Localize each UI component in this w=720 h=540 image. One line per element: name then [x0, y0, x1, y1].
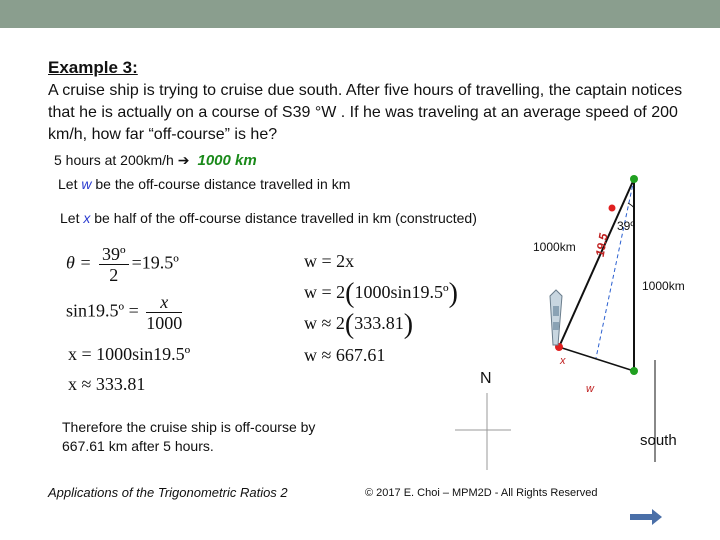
- definition-x-prefix: Let: [60, 210, 84, 226]
- w-equation-1: w = 2x: [304, 251, 355, 271]
- south-point: [630, 367, 638, 375]
- sine-lhs: sin19.5º =: [66, 300, 139, 321]
- distance-result: 1000 km: [197, 152, 257, 169]
- w-equation-2-prefix: w = 2: [304, 282, 346, 303]
- right-side-label: 1000km: [642, 279, 685, 293]
- variable-w: w: [81, 176, 92, 192]
- w-label: w: [586, 383, 594, 395]
- north-label: N: [480, 370, 492, 387]
- bisector-line: [596, 179, 634, 358]
- theta-numerator: 39º: [99, 244, 129, 265]
- next-arrow-icon[interactable]: [630, 509, 662, 525]
- w-equation-4: w ≈ 667.61: [304, 345, 386, 365]
- x-equation-1: x = 1000sin19.5º: [68, 344, 191, 364]
- x-equation-2: x ≈ 333.81: [68, 374, 146, 394]
- w-equation-3-prefix: w ≈ 2: [304, 313, 345, 334]
- sine-denominator: 1000: [146, 313, 183, 333]
- bisector-point: [609, 205, 616, 212]
- south-label: south: [640, 432, 677, 449]
- conclusion: [62, 418, 315, 456]
- w-equation-3: w ≈ 2(333.81): [304, 309, 414, 340]
- ship-course-side: [559, 179, 634, 347]
- distance-text: 5 hours at 200km/h: [54, 152, 178, 168]
- w-equation-2-inner: 1000sin19.5º: [354, 282, 449, 303]
- theta-lhs: θ =: [66, 252, 92, 273]
- problem-statement: A cruise ship is trying to cruise due south. After five hours of travelling, the captain notices that he is actually on a course of S39 °W . If he was traveling at an average speed of 200 km/h, how far “off-course” is he?: [48, 82, 683, 143]
- conclusion-line-1: Therefore the cruise ship is off-course by: [62, 419, 316, 435]
- half-angle-label: 19.5: [592, 232, 611, 258]
- left-side-label: 1000km: [533, 240, 576, 254]
- slide-title: Example 3:: [48, 58, 138, 77]
- angle-label: 39º: [617, 219, 635, 233]
- start-point: [630, 175, 638, 183]
- sine-numerator: x: [146, 292, 182, 313]
- theta-denominator: 2: [109, 265, 119, 285]
- off-course-side: [559, 347, 634, 371]
- theta-rhs: =19.5º: [131, 252, 179, 273]
- definition-w-suffix: be the off-course distance travelled in km: [91, 176, 351, 192]
- conclusion-line-2: 667.61 km after 5 hours.: [62, 438, 214, 454]
- footer-course-title: Applications of the Trigonometric Ratios 2: [48, 485, 288, 500]
- footer-copyright: © 2017 E. Choi – MPM2D - All Rights Reserved: [365, 487, 598, 499]
- variable-x: x: [83, 210, 91, 226]
- definition-w-prefix: Let: [58, 176, 82, 192]
- x-label: x: [560, 355, 566, 367]
- right-arrow-icon: ➔: [177, 152, 190, 168]
- w-equation-2: w = 2(1000sin19.5º): [304, 278, 458, 309]
- w-equation-3-inner: 333.81: [354, 313, 404, 334]
- definition-x-suffix: be half of the off-course distance travelled in km (constructed): [90, 210, 477, 226]
- ship-icon: [550, 290, 562, 345]
